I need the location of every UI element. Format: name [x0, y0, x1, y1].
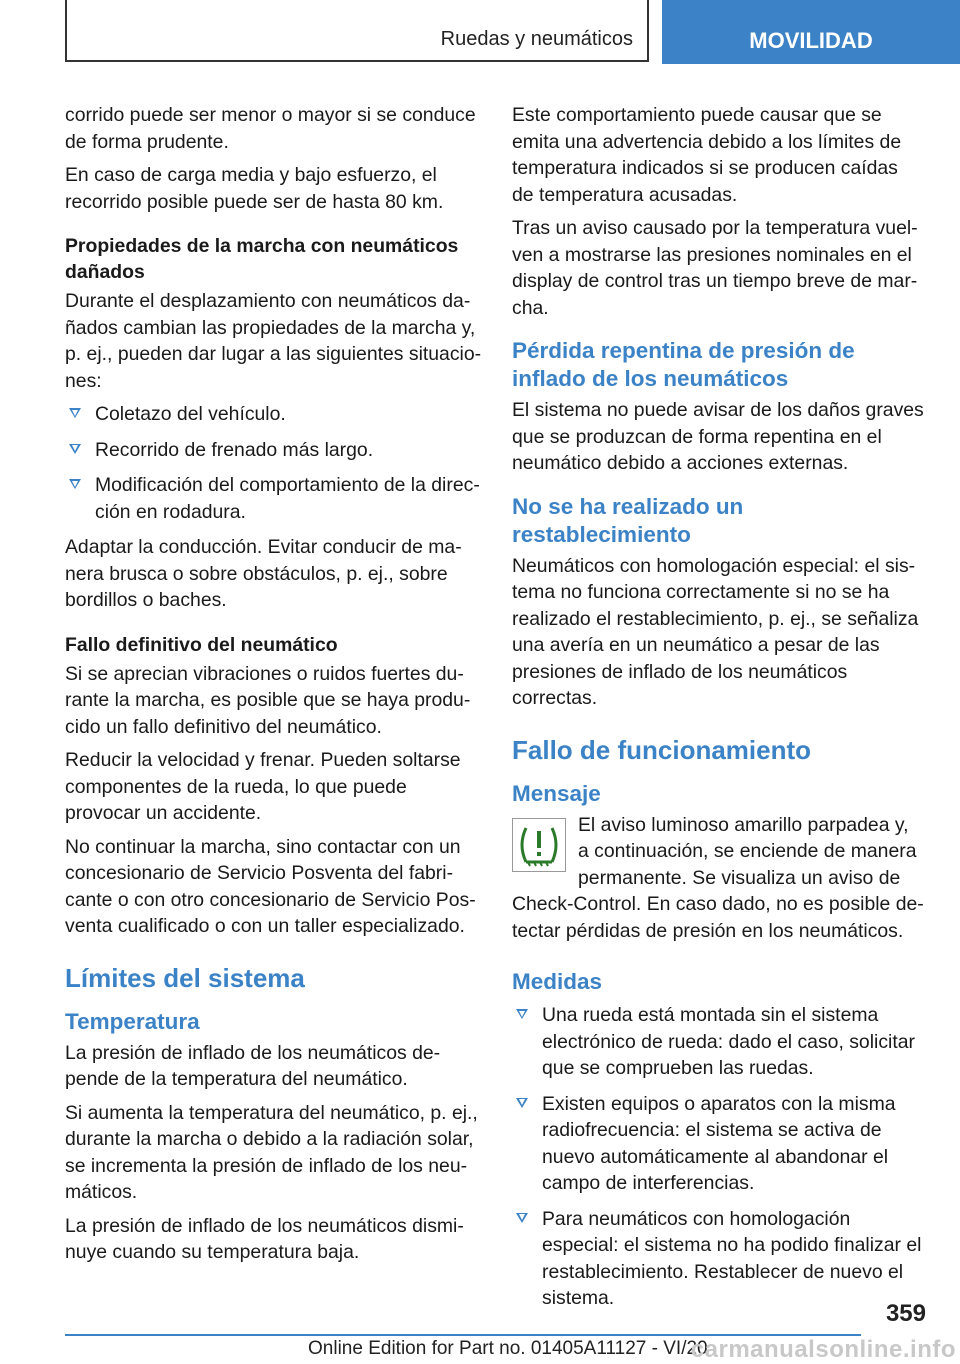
- subsection-title-temperatura: Temperatura: [65, 1008, 200, 1034]
- subheading-fallo-definitivo: Fallo definitivo del neumático: [65, 633, 338, 656]
- section-title-fallo: Fallo de funcionamiento: [512, 734, 812, 765]
- triangle-bullet-icon: [69, 479, 81, 489]
- list-item: [65, 472, 483, 525]
- list-item: [65, 437, 483, 464]
- paragraph: La presión de inflado de los neumáticos disminuye cuando su temperatura baja.: [65, 1214, 464, 1263]
- subsection-title-no-realizado: No se ha realizado un restablecimiento: [512, 493, 744, 547]
- paragraph: Si aumenta la temperatura del neumático, p. ej., durante la marcha o debido a la radiación solar, se incrementa la presión de inflado de los neumáticos.: [65, 1101, 478, 1203]
- subsection-title-mensaje: Mensaje: [512, 780, 601, 806]
- triangle-bullet-icon: [69, 444, 81, 454]
- paragraph: Durante el desplazamiento con neumáticos dañados cambian las propiedades de la marcha y, p. ej., pueden dar lugar a las siguientes situaciones:: [65, 290, 482, 392]
- header-chapter-tab[interactable]: [662, 0, 960, 64]
- paragraph: Adaptar la conducción. Evitar conducir de manera brusca o sobre obstáculos, p. ej., sobre bordillos o baches.: [65, 536, 462, 611]
- paragraph: corrido puede ser menor o mayor si se conduce de forma prudente.: [65, 104, 476, 153]
- list-item-text: Coletazo del vehículo.: [95, 403, 286, 425]
- paragraph: Si se aprecian vibraciones o ruidos fuertes durante la marcha, es posible que se haya producido un fallo definitivo del neumático.: [65, 662, 471, 738]
- paragraph: Tras un aviso causado por la temperatura vuelven a mostrarse las presiones nominales en el display de control tras un tiempo breve de marcha.: [512, 217, 918, 319]
- paragraph: La presión de inflado de los neumáticos depende de la temperatura del neumático.: [65, 1041, 441, 1090]
- list-item-text: Existen equipos o aparatos con la misma radiofrecuencia: el sistema se activa de nuevo automáticamente al abandonar el campo de interferencias.: [542, 1092, 896, 1194]
- bullet-list: [65, 401, 483, 525]
- paragraph: Neumáticos con homologación especial: el sistema no funciona correctamente si no se ha realizado el restablecimiento, p. ej., se señaliza una avería en un neumático a pesar de las presiones de inflado de los neumáticos correctas.: [512, 554, 919, 709]
- list-item: [512, 1206, 924, 1312]
- right-column: [512, 102, 924, 1321]
- header-chapter-label: MOVILIDAD: [749, 28, 873, 53]
- paragraph: Este comportamiento puede causar que se emita una advertencia debido a los límites de temperatura indicados si se producen caídas de temperatura acusadas.: [512, 104, 902, 206]
- watermark: carmanualsonline.info: [690, 1336, 956, 1363]
- subsection-title-medidas: Medidas: [512, 969, 603, 994]
- page-header: [0, 0, 960, 66]
- list-item: [65, 401, 483, 428]
- paragraph: No continuar la marcha, sino contactar con un concesionario de Servicio Posventa del fabricante o con otro concesionario de Servicio Posventa cualificado o con un taller especializado.: [65, 835, 476, 937]
- triangle-bullet-icon: [516, 1009, 528, 1019]
- header-section-title: Ruedas y neumáticos: [440, 28, 633, 50]
- list-item-text: Para neumáticos con homologación especial: el sistema no ha podido finalizar el restablecimiento. Restablecer de nuevo el sistema.: [542, 1207, 922, 1309]
- paragraph: En caso de carga media y bajo esfuerzo, el recorrido posible puede ser de hasta 80 km.: [65, 164, 444, 213]
- footer-edition: Online Edition for Part no. 01405A11127 - VI/20: [308, 1338, 708, 1359]
- list-item-text: Una rueda está montada sin el sistema electrónico de rueda: dado el caso, solicitar que se comprueben las ruedas.: [542, 1004, 915, 1079]
- paragraph: El aviso luminoso amarillo parpadea y, a continuación, se enciende de manera permanente. Se visualiza un aviso de Check-Control. En caso dado, no es posible detectar pérdidas de presión en los neumáticos.: [512, 813, 924, 942]
- bullet-list: [512, 1002, 924, 1312]
- paragraph: Reducir la velocidad y frenar. Pueden soltarse componentes de la rueda, lo que puede provocar un accidente.: [65, 749, 461, 824]
- list-item: [512, 1002, 924, 1082]
- triangle-bullet-icon: [69, 408, 81, 418]
- subsection-title-perdida: Pérdida repentina de presión de inflado de los neumáticos: [512, 338, 855, 391]
- message-block: [512, 812, 924, 945]
- triangle-bullet-icon: [516, 1213, 528, 1223]
- left-column: [65, 102, 483, 1273]
- paragraph: El sistema no puede avisar de los daños graves que se produzcan de forma repentina en el neumático debido a acciones externas.: [512, 399, 924, 474]
- tire-pressure-warning-icon: [512, 818, 566, 872]
- list-item-text: Recorrido de frenado más largo.: [95, 438, 374, 461]
- triangle-bullet-icon: [516, 1098, 528, 1108]
- list-item: [512, 1091, 924, 1197]
- header-section-box: [65, 0, 649, 62]
- subheading-propiedades: Propiedades de la marcha con neumáticos dañados: [65, 235, 459, 283]
- section-title-limites: Límites del sistema: [65, 962, 305, 993]
- list-item-text: Modificación del comportamiento de la dirección en rodadura.: [95, 474, 480, 523]
- page-number: 359: [885, 1300, 926, 1327]
